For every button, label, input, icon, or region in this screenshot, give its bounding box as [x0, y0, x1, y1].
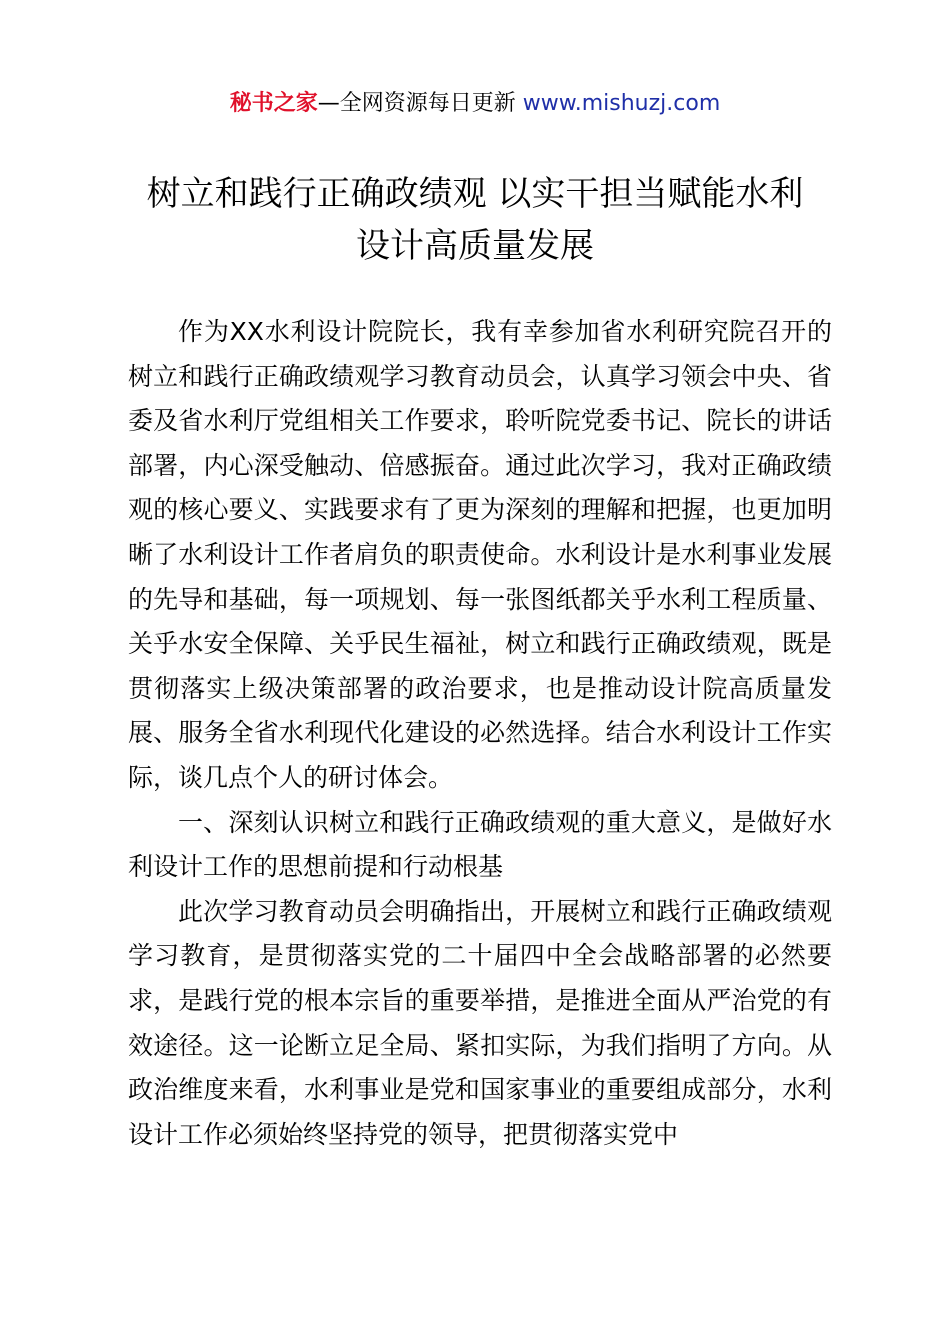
site-url-link[interactable]: www.mishuzj.com [522, 91, 721, 116]
body-paragraph: 此次学习教育动员会明确指出，开展树立和践行正确政绩观学习教育，是贯彻落实党的二十届四中全会战略部署的必然要求，是践行党的根本宗旨的重要举措，是推进全面从严治党的有效途径。这一论断立足全局、紧扣实际，为我们指明了方向。从政治维度来看，水利事业是党和国家事业的重要组成部分，水利设计工作必须始终坚持党的领导，把贯彻落实党中 [128, 896, 832, 1149]
section-heading-1: 一、深刻认识树立和践行正确政绩观的重大意义，是做好水利设计工作的思想前提和行动根基 [128, 807, 832, 882]
brand-name: 秘书之家 [229, 91, 318, 116]
title-line-2: 设计高质量发展 [356, 226, 594, 266]
document-body [128, 310, 832, 1157]
header-tagline: —全网资源每日更新 [317, 91, 523, 116]
intro-paragraph: 作为XX水利设计院院长，我有幸参加省水利研究院召开的树立和践行正确政绩观学习教育动员会，认真学习领会中央、省委及省水利厅党组相关工作要求，聆听院党委书记、院长的讲话部署，内心深受触动、倍感振奋。通过此次学习，我对正确政绩观的核心要义、实践要求有了更为深刻的理解和把握，也更加明晰了水利设计工作者肩负的职责使命。水利设计是水利事业发展的先导和基础，每一项规划、每一张图纸都关乎水利工程质量、关乎水安全保障、关乎民生福祉，树立和践行正确政绩观，既是贯彻落实上级决策部署的政治要求，也是推动设计院高质量发展、服务全省水利现代化建设的必然选择。结合水利设计工作实际，谈几点个人的研讨体会。 [128, 317, 832, 792]
site-header [0, 88, 950, 120]
title-line-1: 树立和践行正确政绩观 以实干担当赋能水利 [146, 174, 804, 214]
document-title [120, 168, 830, 272]
